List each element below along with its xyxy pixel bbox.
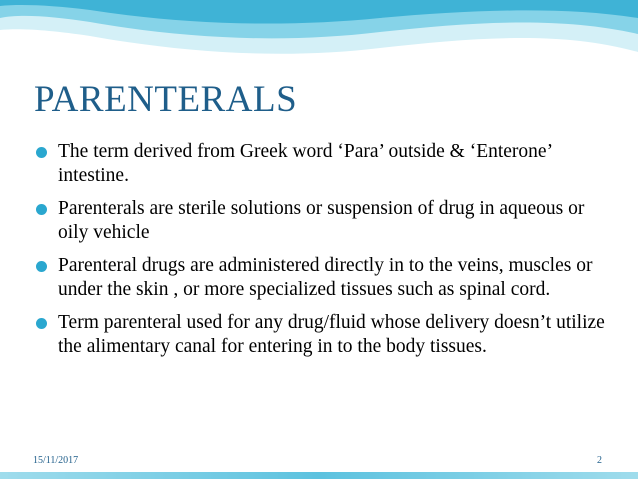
bullet-dot-icon xyxy=(36,318,47,329)
bullet-text: Term parenteral used for any drug/fluid whose delivery doesn’t utilize the alimentary canal for entering in to the body tissues. xyxy=(58,312,605,357)
bullet-item xyxy=(34,254,609,302)
bullet-dot-icon xyxy=(36,147,47,158)
bullet-text: Parenterals are sterile solutions or suspension of drug in aqueous or oily vehicle xyxy=(58,198,585,243)
bullet-list xyxy=(34,140,609,368)
footer-bar-decoration xyxy=(0,472,638,479)
bullet-text: The term derived from Greek word ‘Para’ outside & ‘Enterone’ intestine. xyxy=(58,141,552,186)
bullet-text: Parenteral drugs are administered directly in to the veins, muscles or under the skin , or more specialized tissues such as spinal cord. xyxy=(58,255,593,300)
header-wave-decoration xyxy=(0,0,638,80)
bullet-item xyxy=(34,197,609,245)
bullet-item xyxy=(34,311,609,359)
footer-date: 15/11/2017 xyxy=(33,455,79,466)
page-number: 2 xyxy=(597,455,602,466)
bullet-dot-icon xyxy=(36,204,47,215)
bullet-item xyxy=(34,140,609,188)
slide-title: PARENTERALS xyxy=(34,79,298,120)
bullet-dot-icon xyxy=(36,261,47,272)
